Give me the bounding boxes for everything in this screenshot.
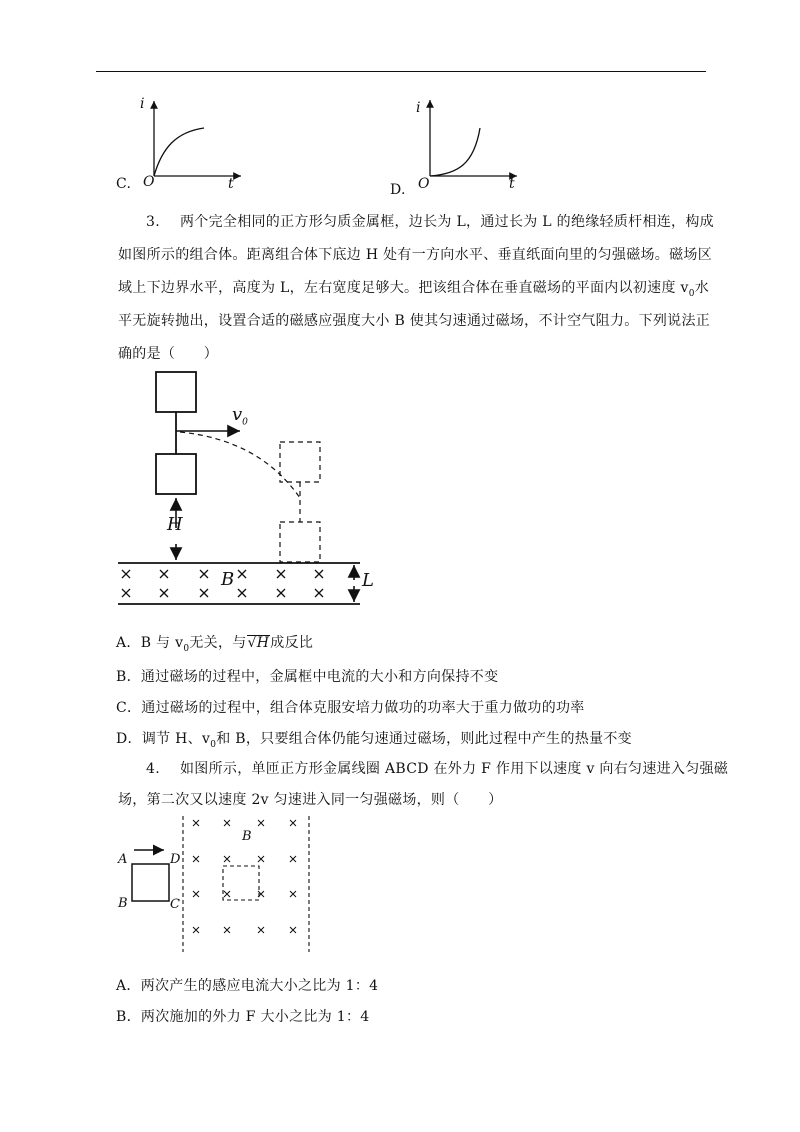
axis-t-c: t bbox=[228, 176, 234, 192]
field-b-label: B bbox=[242, 829, 252, 844]
q3-option-d: D．调节 H、$v_0$和 B，只要组合体仍能匀速通过磁场，则此过程中产生的热量不变 bbox=[116, 731, 632, 750]
coil-abcd bbox=[132, 864, 169, 901]
axis-i-d: i bbox=[416, 100, 421, 116]
q3-stem-line3: 域上下边界水平，高度为 L，左右宽度足够大。把该组合体在垂直磁场的平面内以初速度 $v_0$水 bbox=[118, 280, 710, 299]
q3-stem-line1: 两个完全相同的正方形匀质金属框，边长为 L，通过长为 L 的绝缘轻质杆相连，构成 bbox=[180, 214, 714, 230]
q3-option-a: A．B 与 $v_0$无关，与√H成反比 bbox=[116, 635, 314, 654]
axis-t-d: t bbox=[509, 176, 515, 192]
upper-frame bbox=[156, 372, 196, 412]
q3-option-c: C．通过磁场的过程中，组合体克服安培力做功的功率大于重力做功的功率 bbox=[116, 700, 585, 716]
q4-option-a: A．两次产生的感应电流大小之比为 1：4 bbox=[116, 978, 379, 994]
q4-stem-line2: 场，第二次又以速度 2v 匀速进入同一匀强磁场，则（ ） bbox=[118, 792, 503, 808]
q3-figure bbox=[110, 368, 400, 613]
origin-d: O bbox=[418, 176, 430, 192]
origin-c: O bbox=[143, 174, 155, 190]
q4-figure bbox=[112, 812, 322, 957]
b-label: B bbox=[221, 569, 235, 590]
vertex-b: B bbox=[118, 896, 128, 911]
sqrt-h: √H bbox=[247, 635, 270, 651]
q3-stem-line4: 平无旋转抛出，设置合适的磁感应强度大小 B 使其匀速通过磁场，不计空气阻力。下列说法正 bbox=[118, 313, 711, 329]
header-rule bbox=[96, 71, 706, 72]
graph-c bbox=[136, 96, 266, 196]
axis-i-c: i bbox=[140, 96, 145, 112]
l-label: L bbox=[362, 570, 374, 591]
q4-stem-line1: 如图所示，单匝正方形金属线圈 ABCD 在外力 F 作用下以速度 v 向右匀速进入匀强磁 bbox=[180, 761, 729, 777]
curve-increasing bbox=[430, 128, 480, 176]
curve-saturating bbox=[154, 128, 204, 176]
q3-stem-line5: 确的是（ ） bbox=[118, 346, 219, 362]
q4-option-b: B．两次施加的外力 F 大小之比为 1：4 bbox=[116, 1009, 370, 1025]
option-d-label: D. bbox=[390, 182, 406, 198]
vertex-c: C bbox=[170, 897, 180, 912]
dashed-lower-frame bbox=[280, 522, 320, 562]
vertex-a: A bbox=[118, 852, 128, 867]
lower-frame bbox=[156, 454, 196, 494]
dashed-upper-frame bbox=[280, 442, 320, 482]
v0-label: $v_0$ bbox=[232, 404, 248, 428]
q3-number: 3. bbox=[146, 214, 160, 230]
q3-stem-line2: 如图所示的组合体。距离组合体下底边 H 处有一方向水平、垂直纸面向里的匀强磁场。磁场区 bbox=[118, 247, 713, 263]
option-c-label: C. bbox=[116, 176, 132, 192]
q3-option-b: B．通过磁场的过程中，金属框中电流的大小和方向保持不变 bbox=[116, 669, 499, 685]
q4-number: 4. bbox=[146, 761, 160, 777]
h-label: H bbox=[167, 514, 183, 535]
vertex-d: D bbox=[170, 852, 181, 867]
